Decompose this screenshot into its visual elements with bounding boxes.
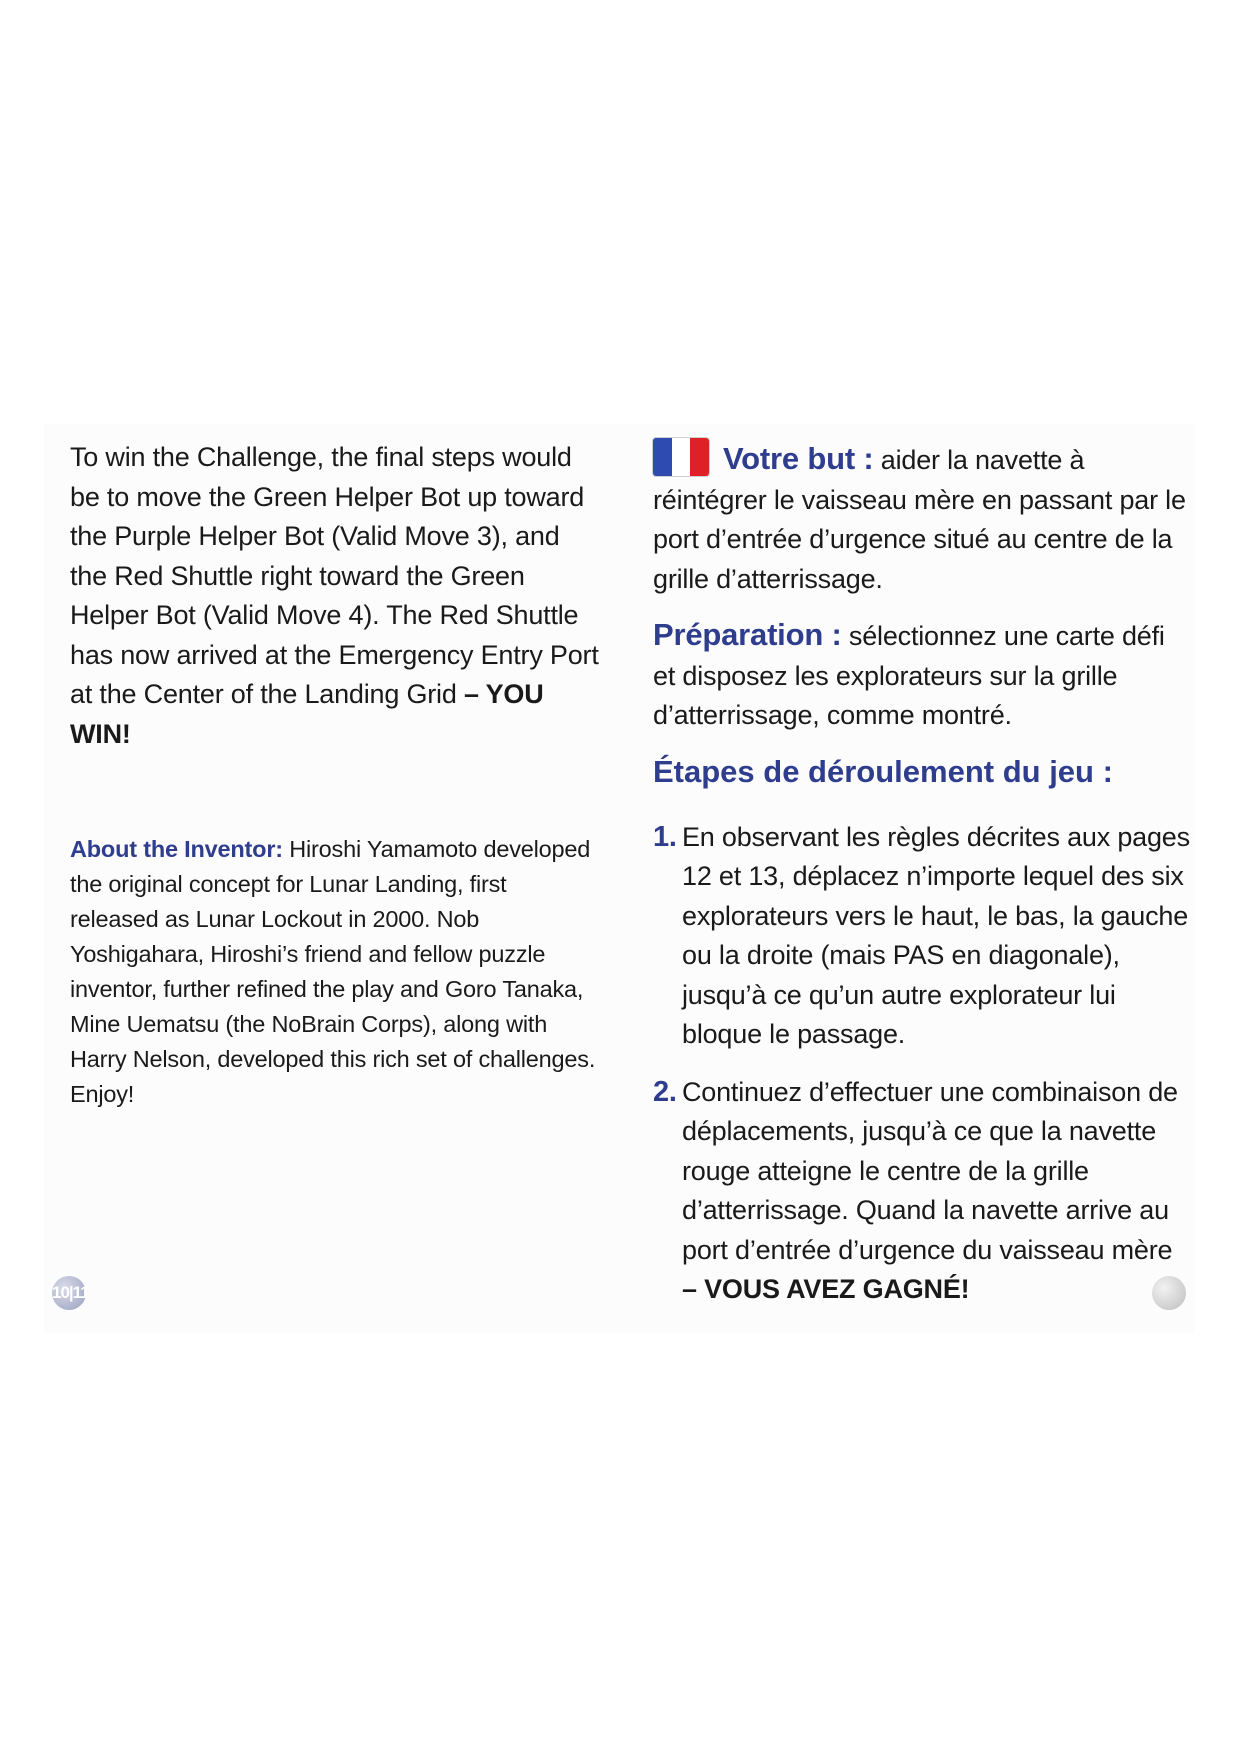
right-column <box>653 438 1193 1328</box>
france-flag-icon <box>653 438 709 476</box>
step-number: 2. <box>653 1075 677 1108</box>
english-intro-paragraph <box>70 438 600 754</box>
step-text: Continuez d’effectuer une combinaison de déplacements, jusqu’à ce que la navette rouge atteigne le centre de la grille d’atterrissage. Quand la navette arrive au port d’entrée d’urgence du vaisseau mère <box>682 1076 1178 1265</box>
vous-avez-gagne-text: – VOUS AVEZ GAGNÉ! <box>682 1274 970 1304</box>
left-column <box>70 438 600 1112</box>
goal-paragraph <box>653 438 1193 599</box>
step-item-2 <box>653 1073 1193 1310</box>
preparation-text: sélectionnez une carte défi et disposez les explorateurs sur la grille d’atterrissage, comme montré. <box>653 621 1165 730</box>
intro-text: To win the Challenge, the final steps would be to move the Green Helper Bot up toward the Purple Helper Bot (Valid Move 3), and the Red Shuttle right toward the Green Helper Bot (Valid Move 4). The Red Shuttle has now arrived at the Emergency Entry Port at the Center of the Landing Grid <box>70 442 599 709</box>
goal-label: Votre but : <box>723 441 874 476</box>
step-text: En observant les règles décrites aux pages 12 et 13, déplacez n’importe lequel des six explorateurs vers le haut, le bas, la gauche ou la droite (mais PAS en diagonale), jusqu’à ce qu’un autre explorateur lui bloque le passage. <box>682 821 1190 1049</box>
inventor-paragraph <box>70 832 600 1112</box>
inventor-label: About the Inventor: <box>70 836 283 862</box>
page-number-badge-left: 10|11 <box>52 1276 86 1310</box>
steps-heading: Étapes de déroulement du jeu : <box>653 753 1113 789</box>
page-number-badge-right <box>1152 1276 1186 1310</box>
preparation-label: Préparation : <box>653 617 842 652</box>
inventor-text: Hiroshi Yamamoto developed the original concept for Lunar Landing, first released as Lunar Lockout in 2000. Nob Yoshigahara, Hiroshi’s friend and fellow puzzle inventor, further refined the play and Goro Tanaka, Mine Uematsu (the NoBrain Corps), along with Harry Nelson, developed this rich set of challenges. Enjoy! <box>70 836 596 1107</box>
goal-text: aider la navette à réintégrer le vaisseau mère en passant par le port d’entrée d’urgence situé au centre de la grille d’atterrissage. <box>653 445 1186 594</box>
step-item-1 <box>653 818 1193 1055</box>
you-win-text: – YOU WIN! <box>70 679 544 749</box>
preparation-paragraph <box>653 615 1193 736</box>
step-number: 1. <box>653 820 677 853</box>
